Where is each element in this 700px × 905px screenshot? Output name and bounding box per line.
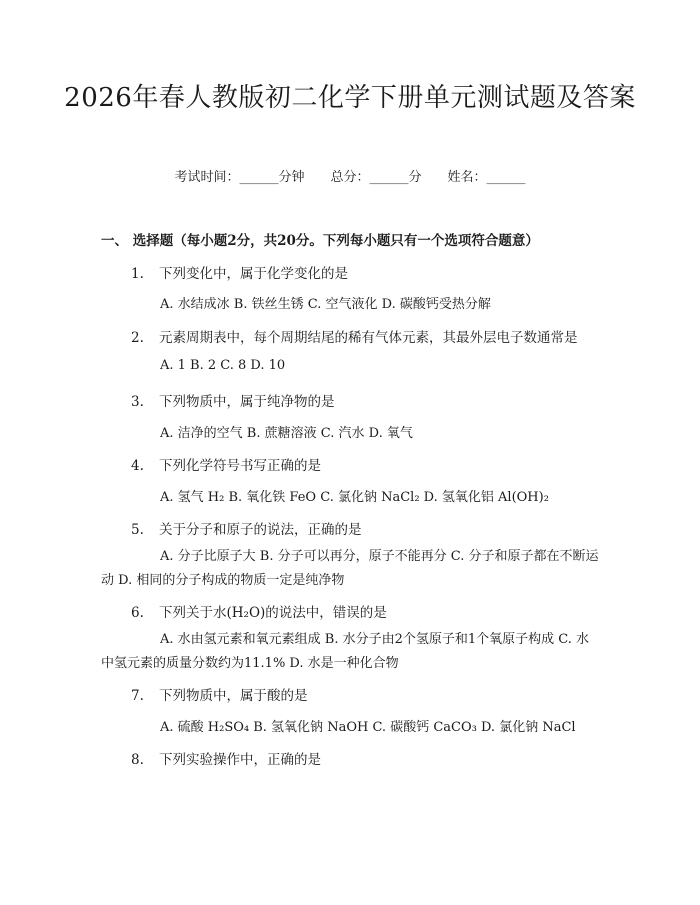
question-6-options: A. 水由氢元素和氧元素组成 B. 水分子由2个氢原子和1个氧原子构成 C. 水中氢元素的质量分数约为11.1% D. 水是一种化合物 — [101, 632, 590, 671]
question-text: 关于分子和原子的说法，正确的是 — [159, 522, 362, 538]
question-1 — [131, 262, 348, 282]
question-8 — [131, 748, 321, 768]
question-2-options: A. 1 B. 2 C. 8 D. 10 — [160, 358, 286, 373]
question-number: 6. — [131, 605, 144, 621]
question-text: 下列关于水(H₂O)的说法中，错误的是 — [159, 605, 387, 621]
exam-info-line — [0, 168, 700, 188]
question-number: 4. — [131, 458, 144, 474]
question-number: 3. — [131, 394, 144, 410]
question-3 — [131, 390, 335, 410]
section-heading: 一、 选择题（每小题2分，共20分。下列每小题只有一个选项符合题意） — [101, 233, 539, 249]
question-3-options: A. 洁净的空气 B. 蔗糖溶液 C. 汽水 D. 氧气 — [160, 426, 413, 441]
question-5-options: A. 分子比原子大 B. 分子可以再分，原子不能再分 C. 分子和原子都在不断运动 D. 相同的分子构成的物质一定是纯净物 — [101, 549, 599, 588]
exam-time-field: 考试时间：______分钟 — [174, 170, 305, 185]
question-7-options: A. 硫酸 H₂SO₄ B. 氢氧化钠 NaOH C. 碳酸钙 CaCO₃ D. 氯化钠 NaCl — [160, 720, 576, 735]
question-4 — [131, 454, 321, 474]
question-number: 5. — [131, 522, 144, 538]
question-7 — [131, 684, 308, 704]
question-text: 下列物质中，属于酸的是 — [159, 688, 308, 704]
question-2 — [131, 326, 578, 346]
question-6 — [131, 601, 387, 621]
question-5 — [131, 518, 362, 538]
question-text: 下列变化中，属于化学变化的是 — [159, 266, 348, 282]
question-number: 1. — [131, 266, 144, 282]
student-name-field: 姓名：______ — [447, 170, 526, 185]
total-score-field: 总分：______分 — [330, 170, 422, 185]
question-1-options: A. 水结成冰 B. 铁丝生锈 C. 空气液化 D. 碳酸钙受热分解 — [160, 297, 491, 312]
question-number: 2. — [131, 330, 144, 346]
question-text: 下列实验操作中，正确的是 — [159, 752, 321, 768]
question-text: 下列物质中，属于纯净物的是 — [159, 394, 335, 410]
document-title: 2026年春人教版初二化学下册单元测试题及答案 — [64, 83, 636, 113]
question-number: 7. — [131, 688, 144, 704]
question-text: 下列化学符号书写正确的是 — [159, 458, 321, 474]
question-number: 8. — [131, 752, 144, 768]
question-text: 元素周期表中，每个周期结尾的稀有气体元素，其最外层电子数通常是 — [159, 330, 578, 346]
question-4-options: A. 氢气 H₂ B. 氧化铁 FeO C. 氯化钠 NaCl₂ D. 氢氧化铝 Al(OH)₂ — [160, 490, 549, 505]
